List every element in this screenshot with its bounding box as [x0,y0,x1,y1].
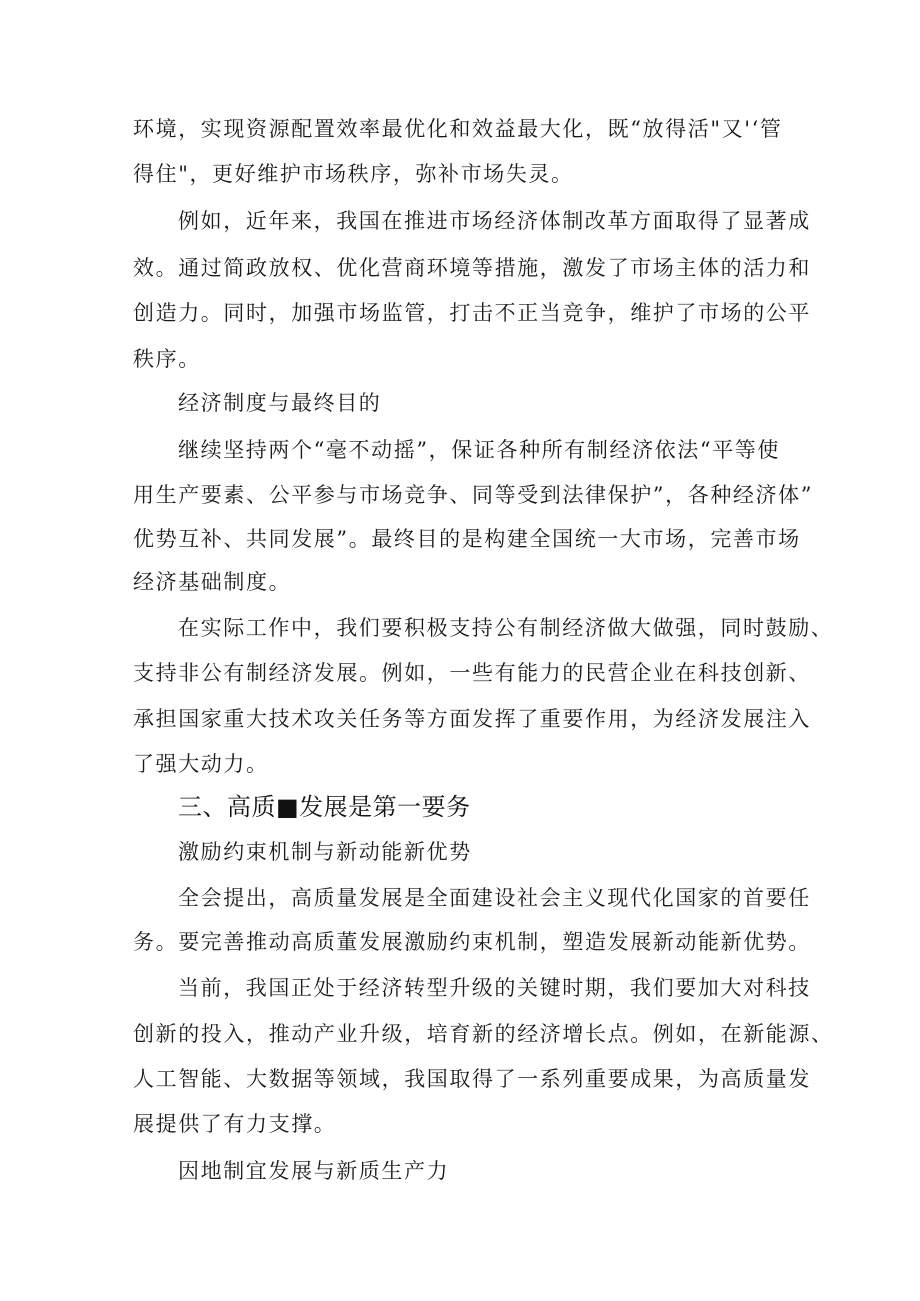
paragraph-line: 用生产要素、公平参与市场竞争、同等受到法律保护”，各种经济体” [133,483,814,507]
paragraph-line: 创造力。同时，加强市场监管，打击不正当竞争，维护了市场的公平 [133,301,811,325]
paragraph-line: 当前，我国正处于经济转型升级的关键时期，我们要加大对科技 [178,976,811,1000]
paragraph-line: 得住"，更好维护市场秩序，弥补市场失灵。 [133,162,574,186]
paragraph-line: 支持非公有制经济发展。例如，一些有能力的民营企业在科技创新、 [133,661,811,685]
paragraph-line: 例如，近年来，我国在推进市场经济体制改革方面取得了显著成 [178,209,811,233]
paragraph-line: 在实际工作中，我们要积极支持公有制经济做大做强，同时鼓励、 [178,616,834,640]
paragraph-line: 展提供了有力支撑。 [133,1112,337,1136]
paragraph-line: 承担国家重大技术攻关任务等方面发挥了重要作用，为经济发展注入 [133,707,811,731]
paragraph-line: 了强大动力。 [133,752,269,776]
paragraph-line: 继续坚持两个“毫不动摇”，保证各种所有制经济依法“平等使 [178,438,781,462]
paragraph-line: 务。要完善推动高质董发展激励约束机制，塑造发展新动能新优势。 [133,930,811,954]
subheading: 因地制宜发展与新质生产力 [178,1159,450,1183]
section-heading: 三、高质■发展是第一要务 [178,793,471,821]
subheading: 经济制度与最终目的 [178,391,382,415]
subheading: 激励约束机制与新动能新优势 [178,840,472,864]
paragraph-line: 人工智能、大数据等领域，我国取得了一系列重要成果，为高质量发 [133,1067,811,1091]
paragraph-line: 优势互补、共同发展”。最终目的是构建全国统一大市场，完善市场 [133,527,801,551]
paragraph-line: 环境，实现资源配置效率最优化和效益最大化，既“放得活"又'‘管 [133,117,783,141]
paragraph-line: 秩序。 [133,347,201,371]
paragraph-line: 经济基础制度。 [133,570,292,594]
paragraph-line: 效。通过简政放权、优化营商环境等措施，激发了市场主体的活力和 [133,256,811,280]
paragraph-line: 全会提出，高质量发展是全面建设社会主义现代化国家的首要任 [178,886,811,910]
paragraph-line: 创新的投入，推动产业升级，培育新的经济增长点。例如，在新能源、 [133,1022,834,1046]
